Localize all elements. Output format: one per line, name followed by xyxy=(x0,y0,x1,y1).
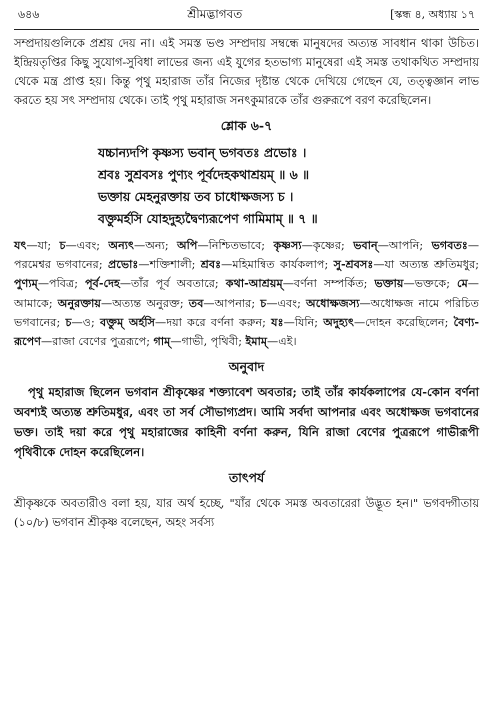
synonym-word: যৎ xyxy=(14,238,27,252)
synonym-meaning: —বর্ণনা সম্পর্কিত; xyxy=(282,277,375,291)
intro-sentence-1: সম্প্রদায়গুলিকে প্রশ্রয় দেয় না। এই সমস্ত ভণ্ড সম্প্রদায় সম্বন্ধে মানুষদের অত্যন্ত সাবধান থাকা উচিত। ইন্দ্রিয়তৃপ্তির কিছু সুযোগ-সুবিধা লাভের জন্য এই যুগের হতভাগ্য মানুষেরা এই সমস্ত তথাকথিত সম্প্রদায় থেকে মন্ত্র প্রাপ্ত হয়। xyxy=(14,36,479,88)
verse-block xyxy=(14,142,479,230)
verse-line: বক্তুমর্হসি যোহদুহ্যদ্বৈণ্যরূপেণ গামিমাম্ ॥ ৭ ॥ xyxy=(98,211,318,226)
synonym-word: ইমাম্ xyxy=(245,334,268,349)
book-title: শ্রীমদ্ভাগবত xyxy=(187,7,243,21)
synonym-word: অধোক্ষজস্য xyxy=(306,295,360,310)
synonym-meaning: —অন্য; xyxy=(134,239,177,252)
synonym-word: শ্রবঃ xyxy=(200,257,222,272)
synonym-meaning: —অত্যন্ত অনুরক্ত; xyxy=(101,296,189,310)
verse-line: ভক্তায় মেহনুরক্তায় তব চাধোক্ষজস্য চ । xyxy=(98,189,294,204)
synonym-word: অপি xyxy=(176,238,198,252)
synonym-meaning: —ভক্তকে; xyxy=(403,277,458,291)
synonym-meaning: —যিনি; xyxy=(283,315,324,329)
synonym-word: সু-শ্রবসঃ xyxy=(333,257,374,272)
synonym-word: অন্যৎ xyxy=(108,238,135,252)
synonym-word: বক্তুম্ অর্হসি xyxy=(99,314,156,329)
synonym-meaning: —পরমেশ্বর ভগবানের; xyxy=(14,239,480,272)
synonym-meaning: —আপনি; xyxy=(377,239,432,252)
synonym-meaning: —রাজা বেণের পুত্ররূপে; xyxy=(41,335,154,349)
synonym-word: চ xyxy=(260,295,267,310)
synonym-meaning: —গাভী, পৃথিবী; xyxy=(170,335,246,349)
synonym-meaning: —এবং; xyxy=(266,296,307,310)
synonym-meaning: —এবং; xyxy=(65,239,109,252)
page-header xyxy=(14,6,479,30)
synonym-meaning: —যা অত্যন্ত শ্রুতিমধুর; xyxy=(373,258,479,272)
synonym-word: ভগবতঃ xyxy=(431,238,468,252)
synonym-word: অদুহ্যৎ xyxy=(323,314,354,329)
synonym-meaning: —ও; xyxy=(71,315,100,329)
synonym-word: চ xyxy=(65,314,72,329)
page-number: ৬৪৬ xyxy=(18,8,40,21)
synonym-meaning: —এই। xyxy=(267,335,297,349)
verse-line: শ্রবঃ সুশ্রবসঃ পুণ্যং পূর্বদেহকথাশ্রয়ম্ ॥ ৬ ॥ xyxy=(98,167,309,182)
synonym-word: ভক্তায় xyxy=(374,276,404,291)
synonym-word: কথা-আশ্রয়ম্ xyxy=(225,276,283,291)
synonym-word: কৃষ্ণস্য xyxy=(273,238,302,252)
synonym-meaning: —শক্তিশালী; xyxy=(138,258,201,272)
synonym-meaning: —দয়া করে বর্ণনা করুন; xyxy=(155,315,272,329)
synonym-meaning: —তাঁর পূর্ব অবতারে; xyxy=(119,277,226,291)
synonym-word: যঃ xyxy=(271,314,284,329)
synonym-word: ভবান্ xyxy=(353,238,378,252)
section-reference: [স্কন্ধ ৪, অধ্যায় ১৭ xyxy=(390,8,475,21)
synonym-word: চ xyxy=(59,238,66,252)
word-for-word-synonyms xyxy=(14,236,479,351)
synonym-word: পূর্ব-দেহ xyxy=(85,276,120,291)
synonym-meaning: —নিশ্চিতভাবে; xyxy=(197,239,274,252)
verse-heading: শ্লোক ৬-৭ xyxy=(220,118,273,133)
synonym-meaning: —কৃষ্ণের; xyxy=(301,239,354,252)
synonym-meaning: —মহিমান্বিত কার্যকলাপ; xyxy=(221,258,334,272)
synonym-word: বৈণ্য-রূপেণ xyxy=(14,314,479,349)
synonym-word: মে xyxy=(457,276,468,291)
synonym-meaning: —অধোক্ষজ নামে পরিচিত ভগবানের; xyxy=(14,296,480,329)
translation-heading: অনুবাদ xyxy=(228,359,265,375)
synonym-word: প্রভোঃ xyxy=(107,257,139,272)
purport-heading: তাৎপর্য xyxy=(228,470,265,486)
synonym-word: পুণ্যম্ xyxy=(14,276,38,291)
purport-text: শ্রীকৃষ্ণকে অবতারীও বলা হয়, যার অর্থ হচ্ছে, "যাঁর থেকে সমস্ত অবতারেরা উদ্ভূত হন।" ভগবদ্গীতায় (১০/৮) ভগবান শ্রীকৃষ্ণ বলেছেন, অহং সর্বস্য xyxy=(14,497,479,530)
synonym-word: গাম্ xyxy=(153,334,171,349)
synonym-meaning: —আমাকে; xyxy=(14,277,479,310)
intro-text xyxy=(14,34,479,110)
synonym-word: অনুরক্তায় xyxy=(57,295,102,310)
synonym-word: তব xyxy=(188,295,204,310)
translation-text: পৃথু মহারাজ ছিলেন ভগবান শ্রীকৃষ্ণের শক্ত্যাবেশ অবতার; তাই তাঁর কার্যকলাপের যে-কোন বর্ণনা অবশ্যই অত্যন্ত শ্রুতিমধুর, এবং তা সর্ব সৌভাগ্যপ্রদ। আমি সর্বদা আপনার এবং অধোক্ষজ ভগবানের ভক্ত। তাই দয়া করে পৃথু মহারাজের কাহিনী বর্ণনা করুন, যিনি রাজা বেণের পুত্ররূপে গাভীরূপী পৃথিবীকে দোহন করেছিলেন। xyxy=(14,385,479,459)
synonym-meaning: —আপনার; xyxy=(203,296,261,310)
synonym-meaning: —পবিত্র; xyxy=(37,277,86,291)
synonym-meaning: —যা; xyxy=(26,239,60,252)
verse-line: যচ্চান্যদপি কৃষ্ণস্য ভবান্ ভগবতঃ প্রভোঃ । xyxy=(98,145,307,160)
intro-sentence-2: কিন্তু পৃথু মহারাজ তাঁর নিজের দৃষ্টান্ত থেকে দেখিয়ে গেছেন যে, তত্ত্বজ্ঞান লাভ করতে হয় সৎ সম্প্রদায় থেকে। তাই পৃথু মহারাজ সনৎকুমারকে তাঁর গুরুরূপে বরণ করেছিলেন। xyxy=(14,74,479,107)
synonym-meaning: —দোহন করেছিলেন; xyxy=(353,315,454,329)
